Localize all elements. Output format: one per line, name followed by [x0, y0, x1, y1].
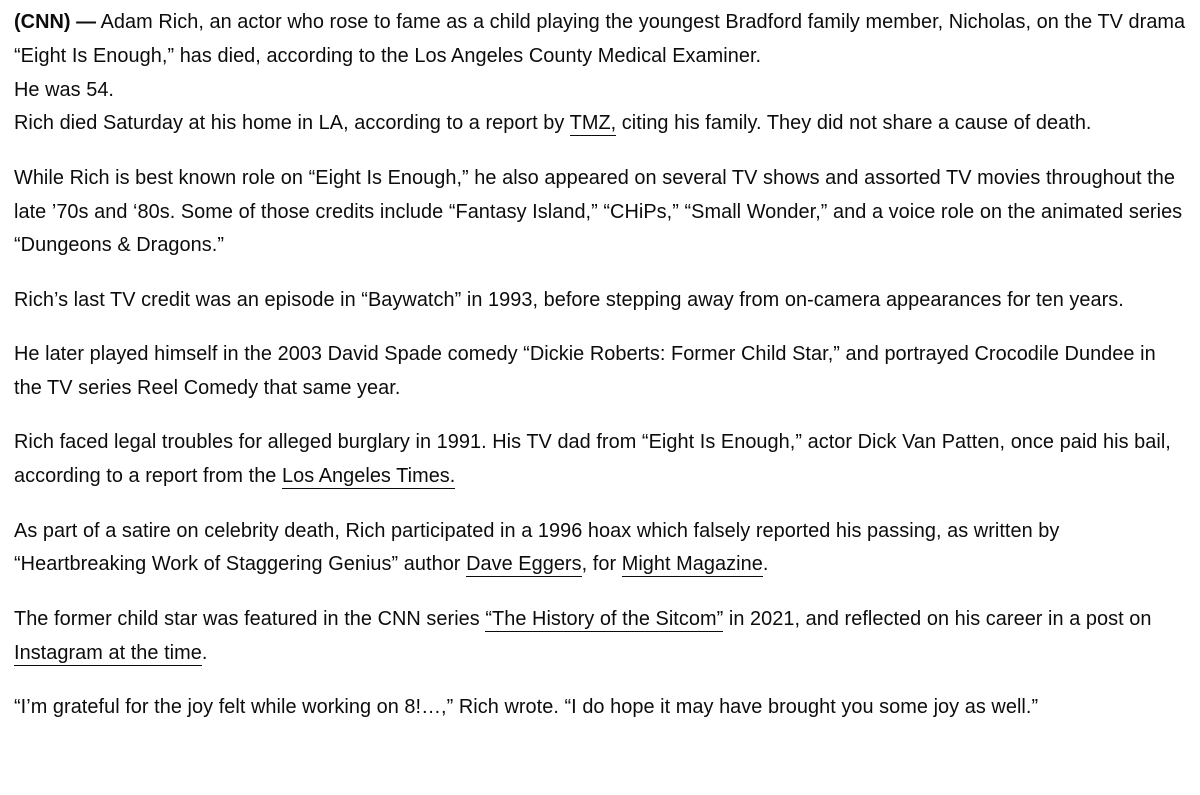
paragraph-text: He later played himself in the 2003 David Spade comedy “Dickie Roberts: Former Child Star,” and portrayed Crocodile Dundee in the TV series Reel Comedy that same year.	[14, 343, 1156, 399]
paragraph-text: The former child star was featured in the CNN series	[14, 607, 486, 630]
paragraph-text: Rich died Saturday at his home in LA, according to a report by	[14, 112, 570, 135]
history-of-sitcom-link[interactable]: “The History of the Sitcom”	[485, 607, 724, 630]
paragraph-text: in 2021, and reflected on his career in a post on	[723, 607, 1152, 630]
paragraph-text: Rich faced legal troubles for alleged burglary in 1991. His TV dad from “Eight Is Enough,” actor Dick Van Patten, once paid his bail, according to a report from the	[14, 431, 1171, 488]
paragraph-text: .	[201, 641, 208, 664]
tmz-link[interactable]: TMZ,	[569, 112, 617, 135]
paragraph-last-credit	[14, 284, 1186, 318]
paragraph-text: Adam Rich, an actor who rose to fame as a child playing the youngest Bradford family member, Nicholas, on the TV drama “Eight Is Enough,” has died, according to the Los Angeles County Medical Examiner.	[14, 11, 1186, 67]
paragraph-text: .	[762, 553, 769, 576]
paragraph-age	[14, 74, 1186, 108]
paragraph-sitcom	[14, 603, 1186, 671]
paragraph-quote	[14, 691, 1186, 725]
paragraph-text: As part of a satire on celebrity death, Rich participated in a 1996 hoax which falsely reported his passing, as written by “Heartbreaking Work of Staggering Genius” author	[14, 519, 1060, 576]
paragraph-text: “I’m grateful for the joy felt while working on 8!…,” Rich wrote. “I do hope it may have brought you some joy as well.”	[14, 695, 1039, 718]
paragraph-text: , for	[581, 553, 622, 576]
paragraph-lead	[14, 6, 1186, 74]
paragraph-hoax	[14, 515, 1186, 583]
paragraph-text: citing his family. They did not share a cause of death.	[616, 112, 1092, 135]
paragraph-legal	[14, 426, 1186, 494]
paragraph-text: While Rich is best known role on “Eight Is Enough,” he also appeared on several TV shows and assorted TV movies throughout the late ’70s and ‘80s. Some of those credits include “Fantasy Island,” “CHiPs,” “Small Wonder,” and a voice role on the animated series “Dungeons & Dragons.”	[14, 166, 1183, 257]
paragraph-death	[14, 107, 1186, 141]
instagram-link[interactable]: Instagram at the time	[14, 641, 202, 664]
paragraph-text: Rich’s last TV credit was an episode in “Baywatch” in 1993, before stepping away from on-camera appearances for ten years.	[14, 288, 1124, 311]
paragraph-text: He was 54.	[14, 78, 115, 101]
paragraph-later-roles	[14, 338, 1186, 406]
paragraph-career	[14, 162, 1186, 263]
dave-eggers-link[interactable]: Dave Eggers	[466, 553, 582, 576]
dateline: (CNN) —	[14, 11, 97, 33]
might-magazine-link[interactable]: Might Magazine	[621, 553, 763, 576]
la-times-link[interactable]: Los Angeles Times.	[282, 465, 456, 488]
